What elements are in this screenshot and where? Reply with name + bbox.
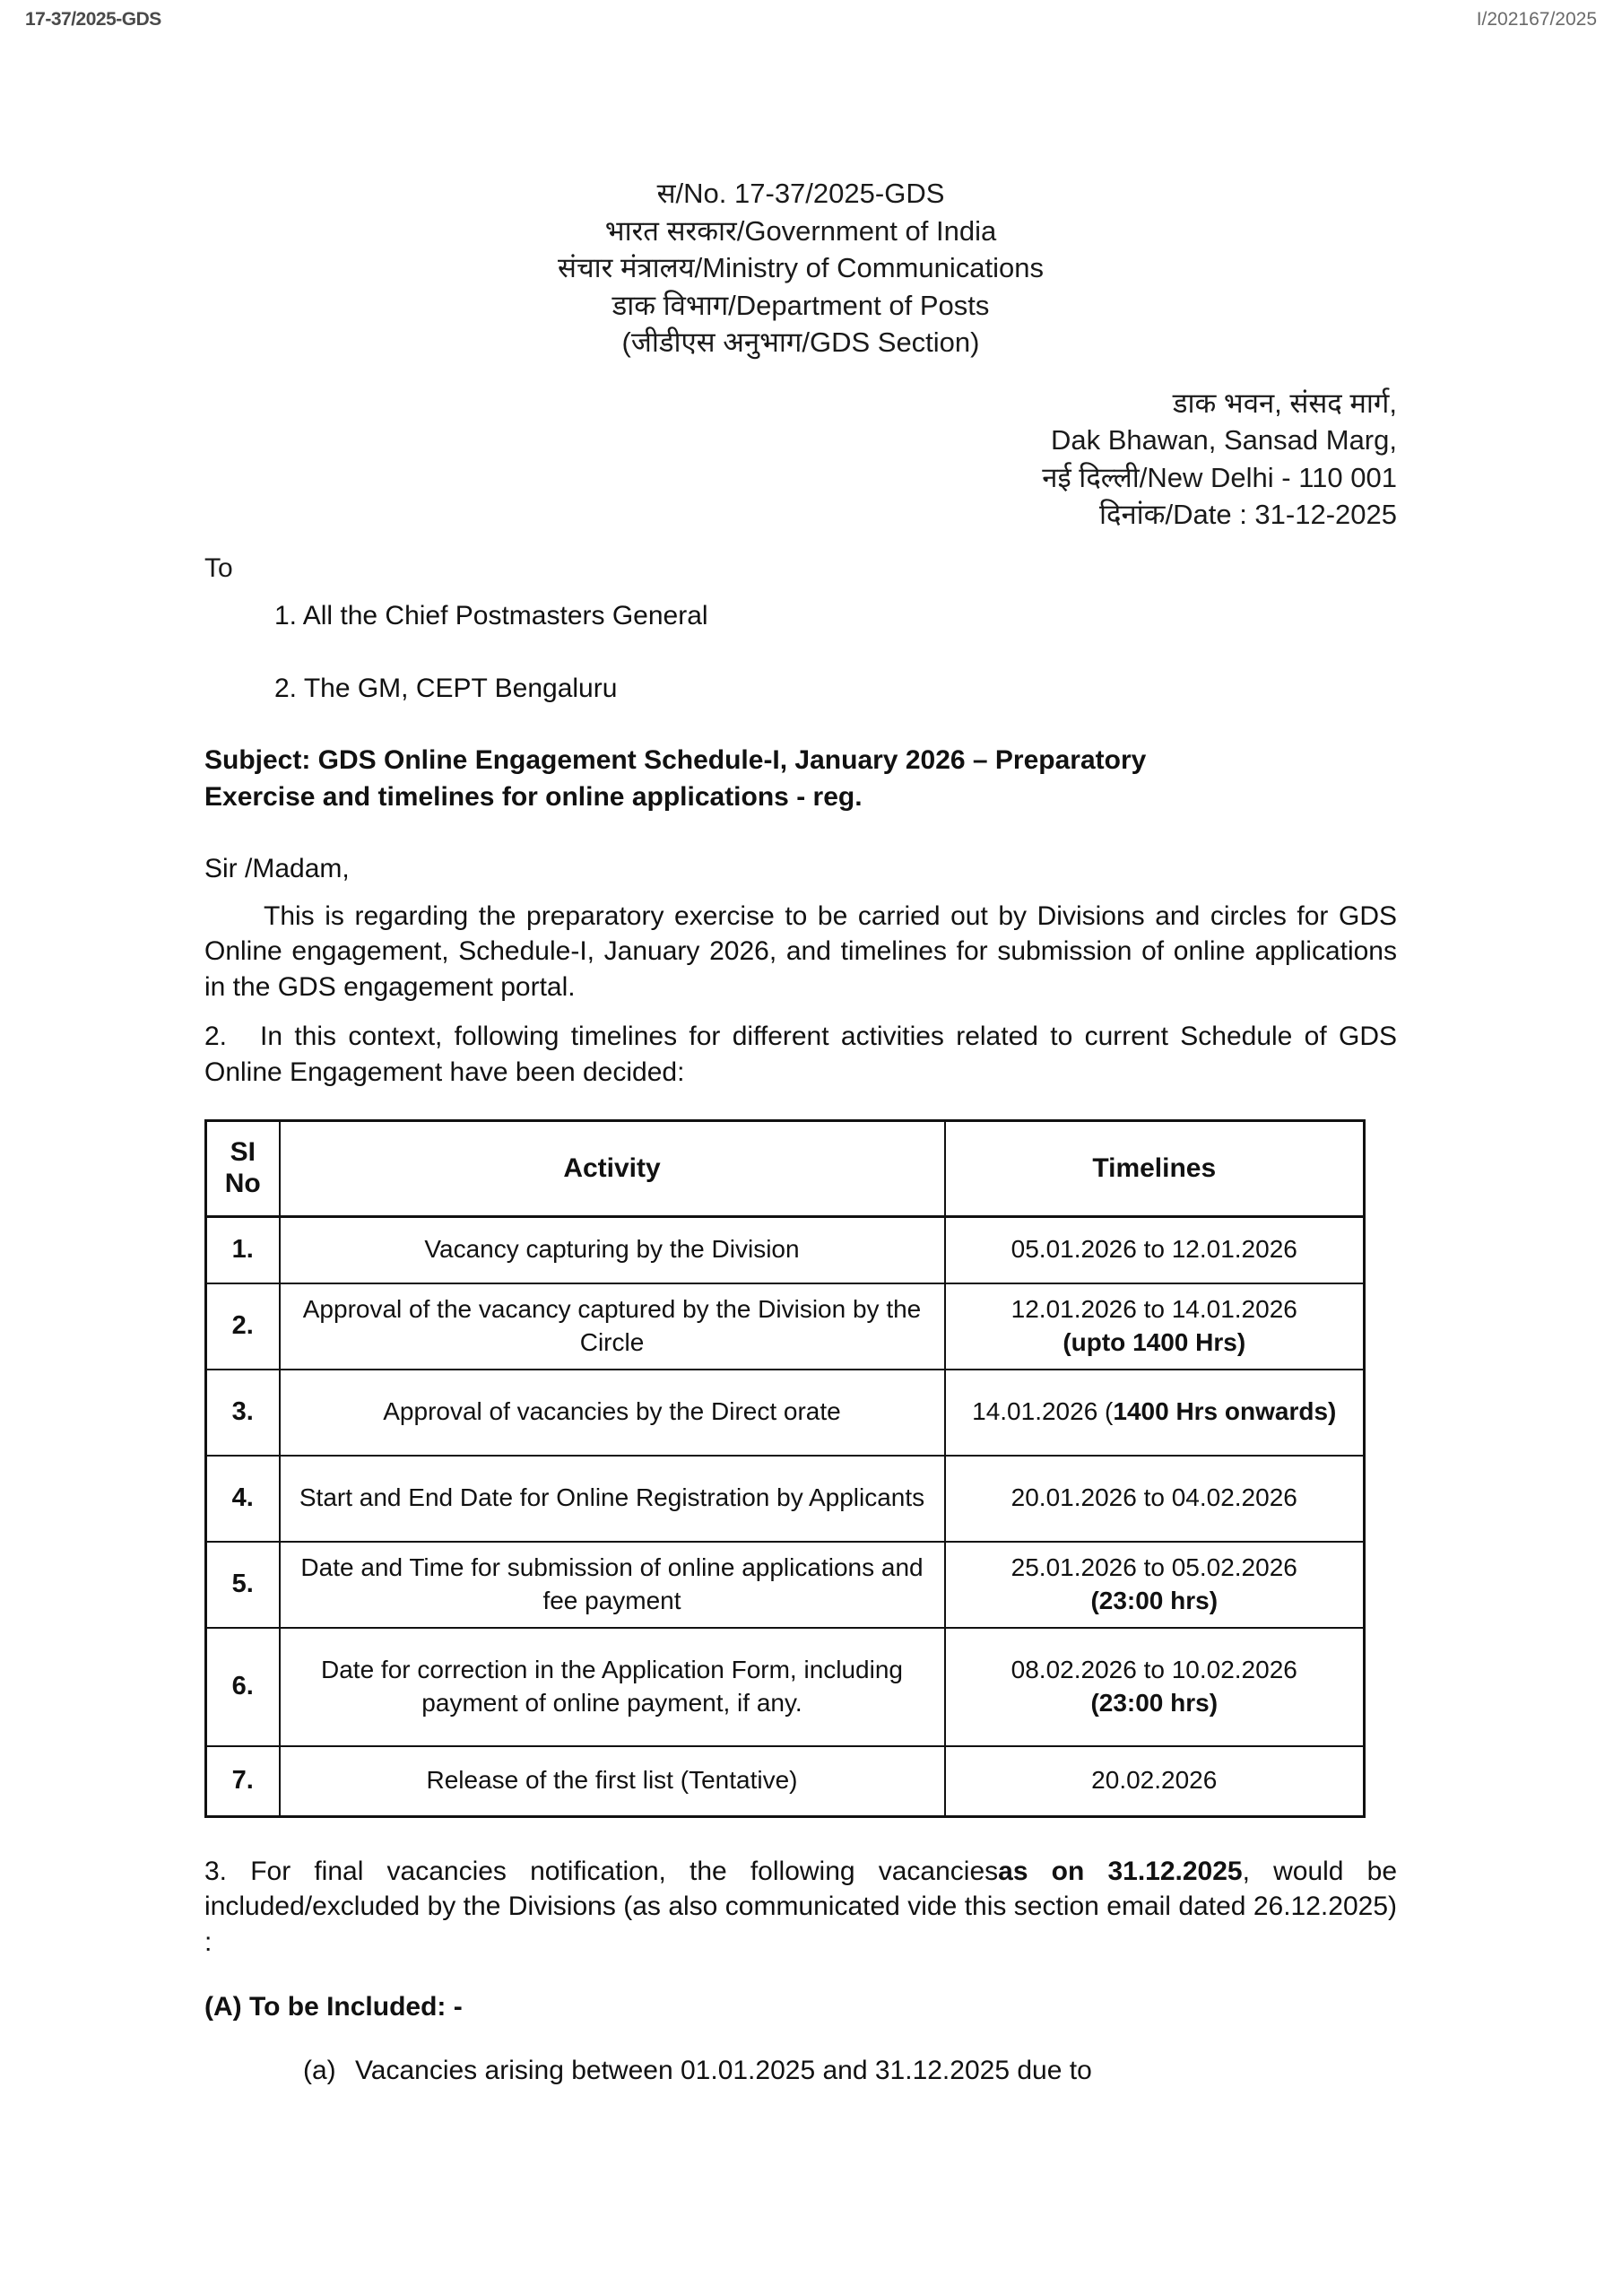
cell-sl-no: 1. bbox=[206, 1216, 280, 1283]
paragraph-3-number: 3. bbox=[204, 1856, 228, 1886]
table-row bbox=[206, 1370, 1365, 1456]
cell-activity: Approval of vacancies by the Direct orate bbox=[280, 1370, 945, 1456]
cell-timeline-plain: 14.01.2026 ( bbox=[972, 1397, 1114, 1426]
document-body bbox=[204, 175, 1397, 2089]
document-running-header bbox=[0, 9, 1622, 45]
address-line-date: दिनांक/Date : 31-12-2025 bbox=[1098, 499, 1397, 531]
letterhead-department: डाक विभाग/Department of Posts bbox=[612, 289, 990, 321]
address-line-english: Dak Bhawan, Sansad Marg, bbox=[1051, 424, 1397, 457]
cell-timeline-plain: 20.01.2026 to 04.02.2026 bbox=[1010, 1483, 1297, 1512]
paragraph-2-number: 2. bbox=[204, 1022, 228, 1052]
list-item: 1. All the Chief Postmasters General bbox=[274, 600, 708, 631]
cell-timeline bbox=[945, 1628, 1365, 1746]
address-line-city: नई दिल्ली/New Delhi - 110 001 bbox=[1042, 461, 1397, 493]
cell-timeline bbox=[945, 1746, 1365, 1817]
cell-timeline bbox=[945, 1456, 1365, 1542]
column-header-activity: Activity bbox=[280, 1120, 945, 1216]
cell-activity: Start and End Date for Online Registration by Applicants bbox=[280, 1456, 945, 1542]
paragraph-2 bbox=[204, 1019, 1397, 1090]
cell-timeline bbox=[945, 1542, 1365, 1628]
sub-item-a-label: (a) bbox=[303, 2056, 336, 2086]
paragraph-3-text-bold: as on 31.12.2025 bbox=[998, 1856, 1243, 1886]
cell-sl-no: 4. bbox=[206, 1456, 280, 1542]
subject-line-1: Subject: GDS Online Engagement Schedule-I, January 2026 – Preparatory bbox=[204, 744, 1147, 775]
column-header-sl-line2: No bbox=[224, 1168, 261, 1198]
table-header-row bbox=[206, 1120, 1365, 1216]
column-header-sl-line1: SI bbox=[230, 1137, 256, 1168]
cell-timeline bbox=[945, 1216, 1365, 1283]
cell-sl-no: 6. bbox=[206, 1628, 280, 1746]
sub-item-a bbox=[303, 2053, 1392, 2089]
subject-line-2: Exercise and timelines for online applications - reg. bbox=[204, 782, 863, 813]
cell-activity: Release of the first list (Tentative) bbox=[280, 1746, 945, 1817]
cell-timeline-plain: 20.02.2026 bbox=[1091, 1766, 1218, 1795]
letterhead bbox=[204, 175, 1397, 361]
paragraph-3 bbox=[204, 1854, 1397, 1961]
paragraph-2-text: In this context, following timelines for different activities related to current Schedule of GDS Online Engagement have been decided: bbox=[204, 1022, 1397, 1087]
subject-line bbox=[204, 742, 1397, 816]
cell-timeline bbox=[945, 1370, 1365, 1456]
table-row bbox=[206, 1746, 1365, 1817]
column-header-timelines: Timelines bbox=[945, 1120, 1365, 1216]
letterhead-section: (जीडीएस अनुभाग/GDS Section) bbox=[621, 326, 980, 359]
address-line-hindi: डाक भवन, संसद मार्ग, bbox=[1172, 387, 1397, 419]
to-label: To bbox=[204, 552, 233, 583]
paragraph-3-text-part1: For final vacancies notification, the following vacancies bbox=[250, 1856, 999, 1886]
sub-item-a-text: Vacancies arising between 01.01.2025 and 31.12.2025 due to bbox=[355, 2056, 1092, 2086]
cell-sl-no: 7. bbox=[206, 1746, 280, 1817]
letterhead-government: भारत सरकार/Government of India bbox=[604, 214, 997, 247]
letterhead-ministry: संचार मंत्रालय/Ministry of Communications bbox=[558, 252, 1044, 284]
table-row bbox=[206, 1456, 1365, 1542]
section-heading-a: (A) To be Included: - bbox=[204, 1992, 463, 2022]
paragraph-1: This is regarding the preparatory exercise to be carried out by Divisions and circles for GDS Online engagement, Schedule-I, January 2026, and timelines for submission of online applications in the GDS engagement portal. bbox=[204, 900, 1397, 1002]
cell-timeline-plain: 08.02.2026 to 10.02.2026 bbox=[1010, 1656, 1297, 1684]
cell-sl-no: 3. bbox=[206, 1370, 280, 1456]
table-row bbox=[206, 1628, 1365, 1746]
cell-timeline-plain: 05.01.2026 to 12.01.2026 bbox=[1010, 1235, 1297, 1264]
table-row bbox=[206, 1283, 1365, 1370]
cell-timeline-plain: 25.01.2026 to 05.02.2026 bbox=[1010, 1553, 1297, 1582]
cell-timeline-bold: (23:00 hrs) bbox=[1090, 1688, 1219, 1717]
cell-timeline bbox=[945, 1283, 1365, 1370]
cell-timeline-bold: 1400 Hrs onwards) bbox=[1113, 1397, 1337, 1426]
table-row bbox=[206, 1216, 1365, 1283]
letterhead-file-number: स/No. 17-37/2025-GDS bbox=[656, 178, 945, 209]
column-header-sl-no bbox=[206, 1120, 280, 1216]
cell-timeline-plain: 12.01.2026 to 14.01.2026 bbox=[1010, 1295, 1297, 1324]
addressee-list bbox=[274, 598, 1397, 706]
cell-activity: Date for correction in the Application Form, including payment of online payment, if any. bbox=[280, 1628, 945, 1746]
cell-sl-no: 2. bbox=[206, 1283, 280, 1370]
cell-activity: Date and Time for submission of online applications and fee payment bbox=[280, 1542, 945, 1628]
paragraph-3-text-part2: , would be included/excluded by the Divisions (as also communicated vide this section email dated 26.12.2025) : bbox=[204, 1856, 1397, 1957]
cell-activity: Approval of the vacancy captured by the Division by the Circle bbox=[280, 1283, 945, 1370]
list-item: 2. The GM, CEPT Bengaluru bbox=[274, 673, 618, 703]
header-file-stamp-right: I/202167/2025 bbox=[1476, 9, 1597, 30]
sender-address-block bbox=[204, 385, 1397, 534]
table-row bbox=[206, 1542, 1365, 1628]
cell-timeline-bold: (upto 1400 Hrs) bbox=[1063, 1327, 1246, 1356]
timeline-table bbox=[204, 1119, 1366, 1818]
cell-timeline-bold: (23:00 hrs) bbox=[1090, 1586, 1219, 1614]
header-file-stamp-left: 17-37/2025-GDS bbox=[25, 9, 161, 30]
cell-sl-no: 5. bbox=[206, 1542, 280, 1628]
salutation: Sir /Madam, bbox=[204, 853, 350, 883]
cell-activity: Vacancy capturing by the Division bbox=[280, 1216, 945, 1283]
